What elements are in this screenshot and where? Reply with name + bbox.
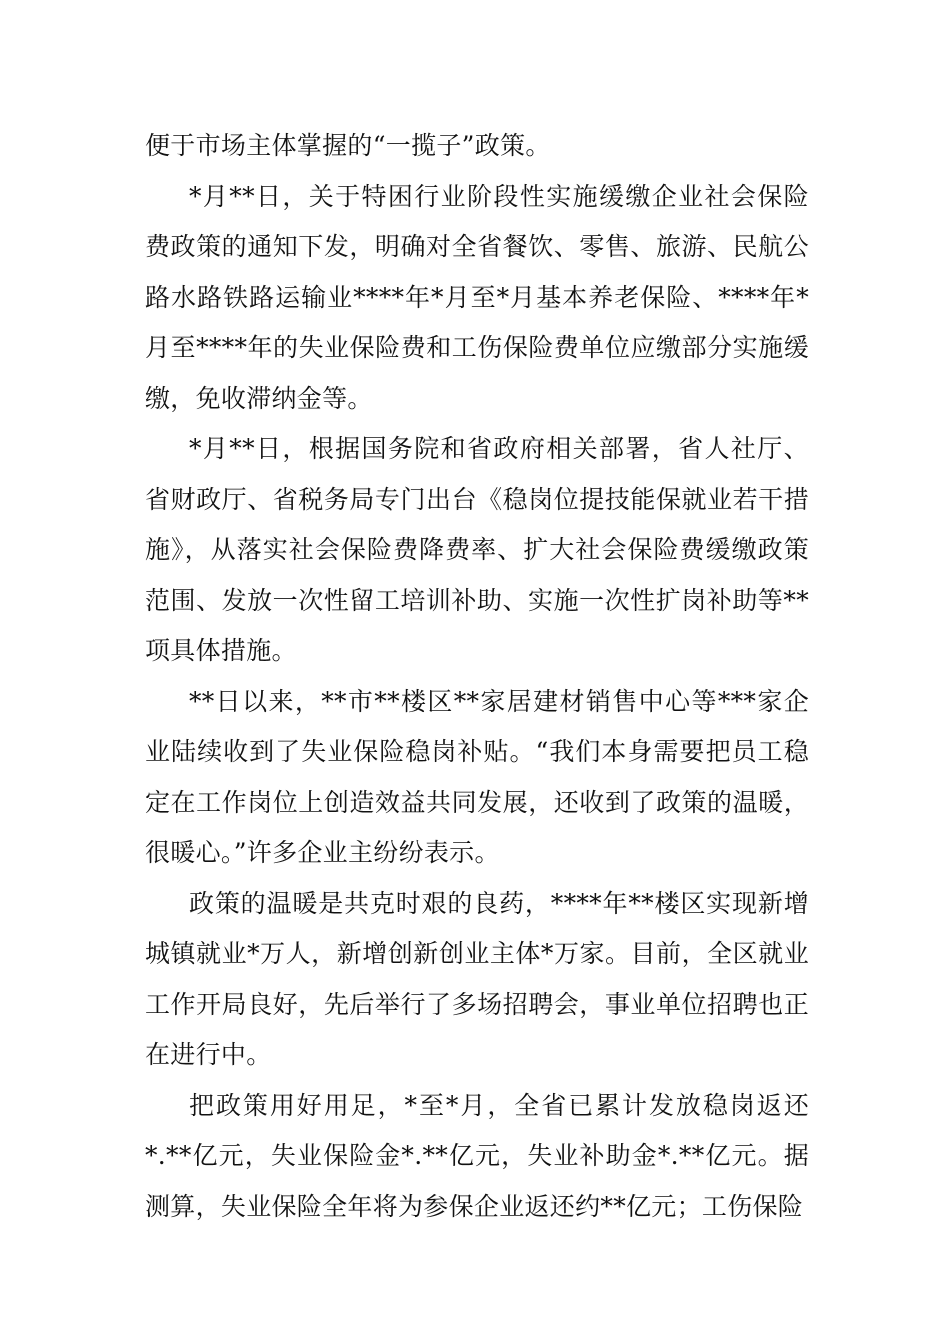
paragraph-job-stability-measures: *月**日，根据国务院和省政府相关部署，省人社厅、省财政厅、省税务局专门出台《稳岗位提技能保就业若干措施》，从落实社会保险费降费率、扩大社会保险费缓缴政策范围、发放一次性留工培训补助、实施一次性扩岗补助等**项具体措施。 bbox=[145, 434, 809, 665]
paragraph-continuation: 便于市场主体掌握的“一揽子”政策。 bbox=[145, 131, 551, 160]
paragraph-social-insurance-deferral: *月**日，关于特困行业阶段性实施缓缴企业社会保险费政策的通知下发，明确对全省餐饮、零售、旅游、民航公路水路铁路运输业****年*月至*月基本养老保险、****年*月至****年的失业保险费和工伤保险费单位应缴部分实施缓缴，免收滞纳金等。 bbox=[145, 181, 809, 413]
paragraph-policy-funds: 把政策用好用足，*至*月，全省已累计发放稳岗返还*.**亿元，失业保险金*.**亿元，失业补助金*.**亿元。据测算，失业保险全年将为参保企业返还约**亿元；工伤保险 bbox=[145, 1090, 809, 1221]
paragraph-enterprise-subsidy: **日以来，**市**楼区**家居建材销售中心等***家企业陆续收到了失业保险稳岗补贴。“我们本身需要把员工稳定在工作岗位上创造效益共同发展，还收到了政策的温暖，很暖心。”许多企业主纷纷表示。 bbox=[145, 686, 809, 867]
document-body bbox=[145, 121, 809, 1232]
paragraph-employment-results: 政策的温暖是共克时艰的良药，****年**楼区实现新增城镇就业*万人，新增创新创业主体*万家。目前，全区就业工作开局良好，先后举行了多场招聘会，事业单位招聘也正在进行中。 bbox=[145, 888, 809, 1069]
